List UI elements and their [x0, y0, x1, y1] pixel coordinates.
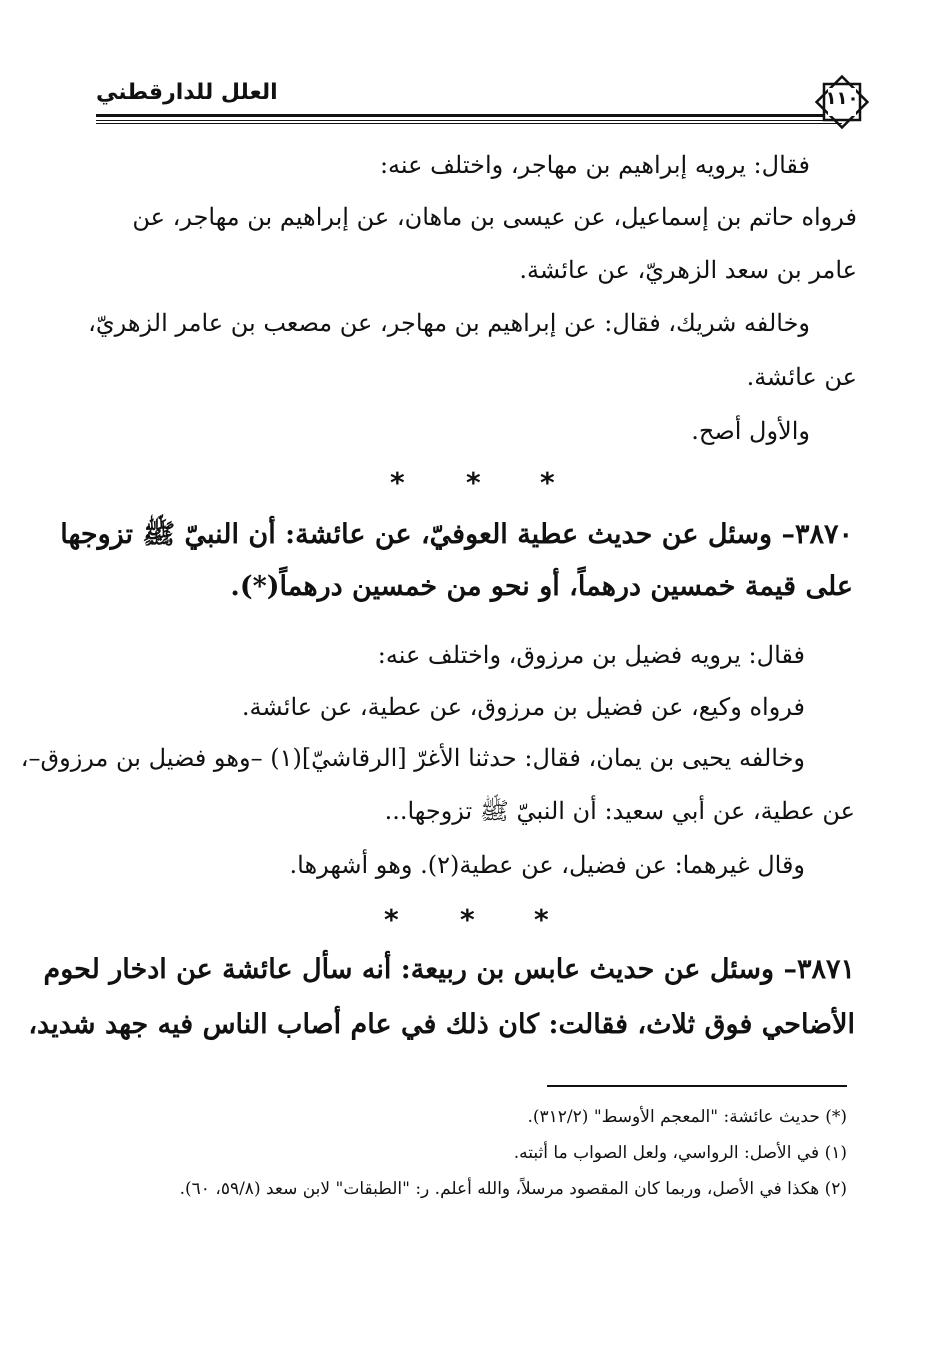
page-number: ١١٠ [825, 88, 859, 109]
text-line: وخالفه يحيى بن يمان، فقال: حدثنا الأغرّ [الرقاشيّ](١) –وهو فضيل بن مرزوق–، [20, 744, 805, 772]
question-heading-line: على قيمة خمسين درهماً، أو نحو من خمسين درهماً(*). [230, 571, 853, 602]
header-rule-thin [96, 123, 842, 124]
text-line: عن عائشة. [746, 363, 857, 391]
separator-star: * [466, 466, 481, 499]
text-line: وخالفه شريك، فقال: عن إبراهيم بن مهاجر، عن مصعب بن عامر الزهريّ، [88, 309, 810, 337]
page-number-badge [814, 74, 870, 130]
separator-star: * [460, 903, 475, 936]
separator-star: * [390, 466, 405, 499]
text-line: فرواه وكيع، عن فضيل بن مرزوق، عن عطية، عن عائشة. [241, 693, 805, 721]
text-line: فرواه حاتم بن إسماعيل، عن عيسى بن ماهان، عن إبراهيم بن مهاجر، عن [132, 203, 857, 231]
footnote-rule [547, 1085, 847, 1087]
running-header-title: العلل للدارقطني [96, 80, 278, 105]
separator-star: * [384, 903, 399, 936]
header-rule [96, 114, 842, 117]
footnote: (٢) هكذا في الأصل، وربما كان المقصود مرسلاً، والله أعلم. ر: "الطبقات" لابن سعد (٥٩/٨، ٦٠). [179, 1179, 847, 1199]
text-line: عامر بن سعد الزهريّ، عن عائشة. [519, 256, 857, 284]
footnote: (*) حديث عائشة: "المعجم الأوسط" (٣١٢/٢). [527, 1107, 847, 1127]
text-line: وقال غيرهما: عن فضيل، عن عطية(٢). وهو أشهرها. [289, 851, 805, 879]
text-line: عن عطية، عن أبي سعيد: أن النبيّ ﷺ تزوجها... [384, 797, 855, 825]
text-line: فقال: يرويه فضيل بن مرزوق، واختلف عنه: [377, 641, 805, 669]
header-rule-thin [96, 120, 842, 121]
text-line: والأول أصح. [691, 417, 810, 445]
footnote: (١) في الأصل: الرواسي، ولعل الصواب ما أثبته. [513, 1143, 847, 1163]
separator-star: * [534, 903, 549, 936]
question-heading-line: الأضاحي فوق ثلاث، فقالت: كان ذلك في عام أصاب الناس فيه جهد شديد، [28, 1009, 855, 1040]
text-line: فقال: يرويه إبراهيم بن مهاجر، واختلف عنه: [379, 151, 810, 179]
question-heading-line: ٣٨٧٠– وسئل عن حديث عطية العوفيّ، عن عائشة: أن النبيّ ﷺ تزوجها [60, 519, 853, 550]
separator-star: * [540, 466, 555, 499]
question-heading-line: ٣٨٧١– وسئل عن حديث عابس بن ربيعة: أنه سأل عائشة عن ادخار لحوم [43, 954, 855, 985]
